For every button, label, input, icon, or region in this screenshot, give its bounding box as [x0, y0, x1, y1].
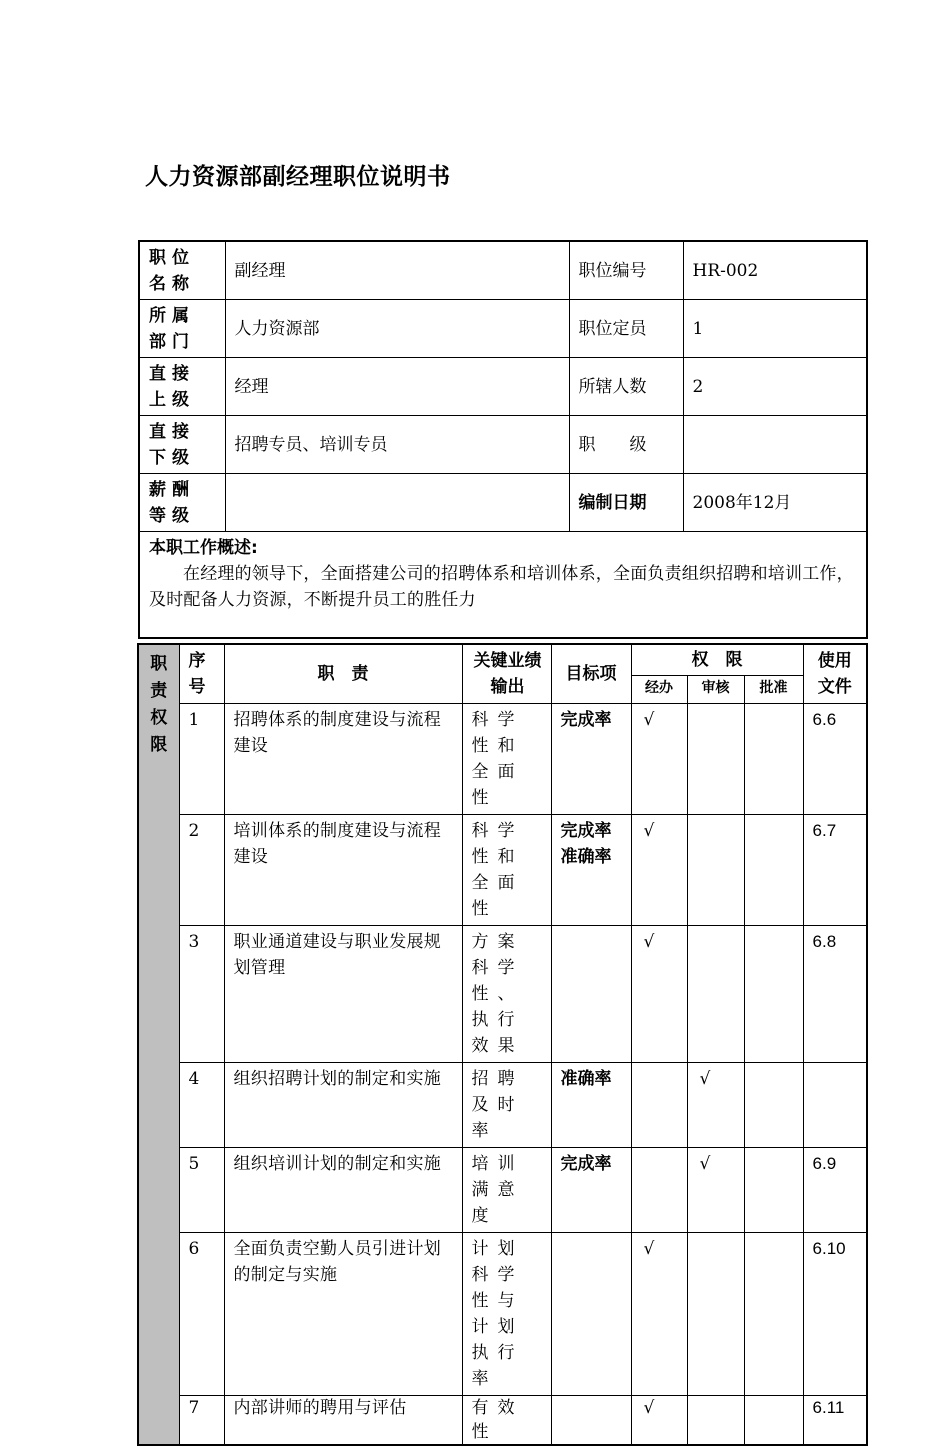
table-row: [138, 1396, 867, 1446]
row-approve: [744, 1063, 803, 1148]
row-duty: 组织培训计划的制定和实施: [224, 1148, 462, 1233]
subordinates-count-value: 2: [683, 358, 867, 416]
row-duty: 职业通道建设与职业发展规划管理: [224, 926, 462, 1063]
position-name-label: 职位名称: [139, 241, 225, 300]
row-approve: [744, 1148, 803, 1233]
row-review: √: [687, 1063, 744, 1148]
superior-label: 直接上级: [139, 358, 225, 416]
row-seq: 3: [179, 926, 224, 1063]
row-kpo: 招聘及时率: [462, 1063, 551, 1148]
department-value: 人力资源部: [225, 300, 569, 358]
position-code-label: 职位编号: [569, 241, 683, 300]
table-row: [138, 1063, 867, 1148]
salary-value: [225, 474, 569, 532]
table-row: [138, 815, 867, 926]
row-seq: 4: [179, 1063, 224, 1148]
row-approve: [744, 1396, 803, 1446]
row-duty: 内部讲师的聘用与评估: [224, 1396, 462, 1446]
table-row: [138, 704, 867, 815]
grade-label: 职 级: [569, 416, 683, 474]
row-doc: 6.7: [803, 815, 867, 926]
row-doc: 6.8: [803, 926, 867, 1063]
row-kpo: 科学性和全面性: [462, 704, 551, 815]
date-value: 2008年12月: [683, 474, 867, 532]
header-seq: 序号: [179, 644, 224, 704]
headcount-label: 职位定员: [569, 300, 683, 358]
header-duty: 职 责: [224, 644, 462, 704]
headcount-value: 1: [683, 300, 867, 358]
table-row: [138, 1148, 867, 1233]
row-seq: 1: [179, 704, 224, 815]
duties-table: [137, 643, 868, 1446]
duties-side-label: 职责权限: [138, 644, 179, 1445]
row-target: 完成率: [551, 704, 631, 815]
row-review: √: [687, 1148, 744, 1233]
row-doc: 6.6: [803, 704, 867, 815]
header-approve: 批准: [744, 676, 803, 704]
header-review: 审核: [687, 676, 744, 704]
row-review: [687, 815, 744, 926]
row-target: 完成率: [551, 1148, 631, 1233]
position-info-table: [138, 240, 868, 639]
row-target: 准确率: [551, 1063, 631, 1148]
subordinates-label: 直接下级: [139, 416, 225, 474]
header-authority: 权 限: [631, 644, 803, 676]
row-review: [687, 926, 744, 1063]
row-approve: [744, 704, 803, 815]
row-kpo: 培训满意度: [462, 1148, 551, 1233]
row-review: [687, 1233, 744, 1396]
row-target: [551, 1233, 631, 1396]
header-handle: 经办: [631, 676, 687, 704]
row-handle: [631, 1063, 687, 1148]
row-duty: 组织招聘计划的制定和实施: [224, 1063, 462, 1148]
subordinates-value: 招聘专员、培训专员: [225, 416, 569, 474]
row-duty: 培训体系的制度建设与流程建设: [224, 815, 462, 926]
row-handle: √: [631, 815, 687, 926]
row-seq: 2: [179, 815, 224, 926]
header-target: 目标项: [551, 644, 631, 704]
row-kpo: 有效性: [462, 1396, 551, 1446]
row-kpo: 科学性和全面性: [462, 815, 551, 926]
salary-label: 薪酬等级: [139, 474, 225, 532]
row-doc: 6.9: [803, 1148, 867, 1233]
table-row: [138, 1233, 867, 1396]
row-doc: [803, 1063, 867, 1148]
row-review: [687, 1396, 744, 1446]
row-doc: 6.11: [803, 1396, 867, 1446]
date-label: 编制日期: [569, 474, 683, 532]
header-docs: 使用文件: [803, 644, 867, 704]
summary-text: 在经理的领导下，全面搭建公司的招聘体系和培训体系，全面负责组织招聘和培训工作，及时配备人力资源，不断提升员工的胜任力: [149, 564, 854, 610]
grade-value: [683, 416, 867, 474]
row-target: [551, 926, 631, 1063]
row-seq: 7: [179, 1396, 224, 1446]
row-duty: 招聘体系的制度建设与流程建设: [224, 704, 462, 815]
subordinates-count-label: 所辖人数: [569, 358, 683, 416]
row-duty: 全面负责空勤人员引进计划的制定与实施: [224, 1233, 462, 1396]
row-handle: √: [631, 704, 687, 815]
row-seq: 6: [179, 1233, 224, 1396]
department-label: 所属部门: [139, 300, 225, 358]
row-handle: √: [631, 926, 687, 1063]
table-row: [138, 926, 867, 1063]
row-approve: [744, 1233, 803, 1396]
summary-label: 本职工作概述:: [149, 538, 258, 558]
row-review: [687, 704, 744, 815]
row-kpo: 方案科学性、执行效果: [462, 926, 551, 1063]
row-approve: [744, 926, 803, 1063]
document-title: 人力资源部副经理职位说明书: [145, 164, 451, 190]
row-handle: √: [631, 1233, 687, 1396]
row-doc: 6.10: [803, 1233, 867, 1396]
row-target: 完成率 准确率: [551, 815, 631, 926]
superior-value: 经理: [225, 358, 569, 416]
summary-cell: [139, 532, 867, 639]
row-kpo: 计划科学性与计划执行率: [462, 1233, 551, 1396]
header-kpo: 关键业绩输出: [462, 644, 551, 704]
row-handle: √: [631, 1396, 687, 1446]
position-code-value: HR-002: [683, 241, 867, 300]
position-name-value: 副经理: [225, 241, 569, 300]
row-approve: [744, 815, 803, 926]
row-seq: 5: [179, 1148, 224, 1233]
row-target: [551, 1396, 631, 1446]
row-handle: [631, 1148, 687, 1233]
